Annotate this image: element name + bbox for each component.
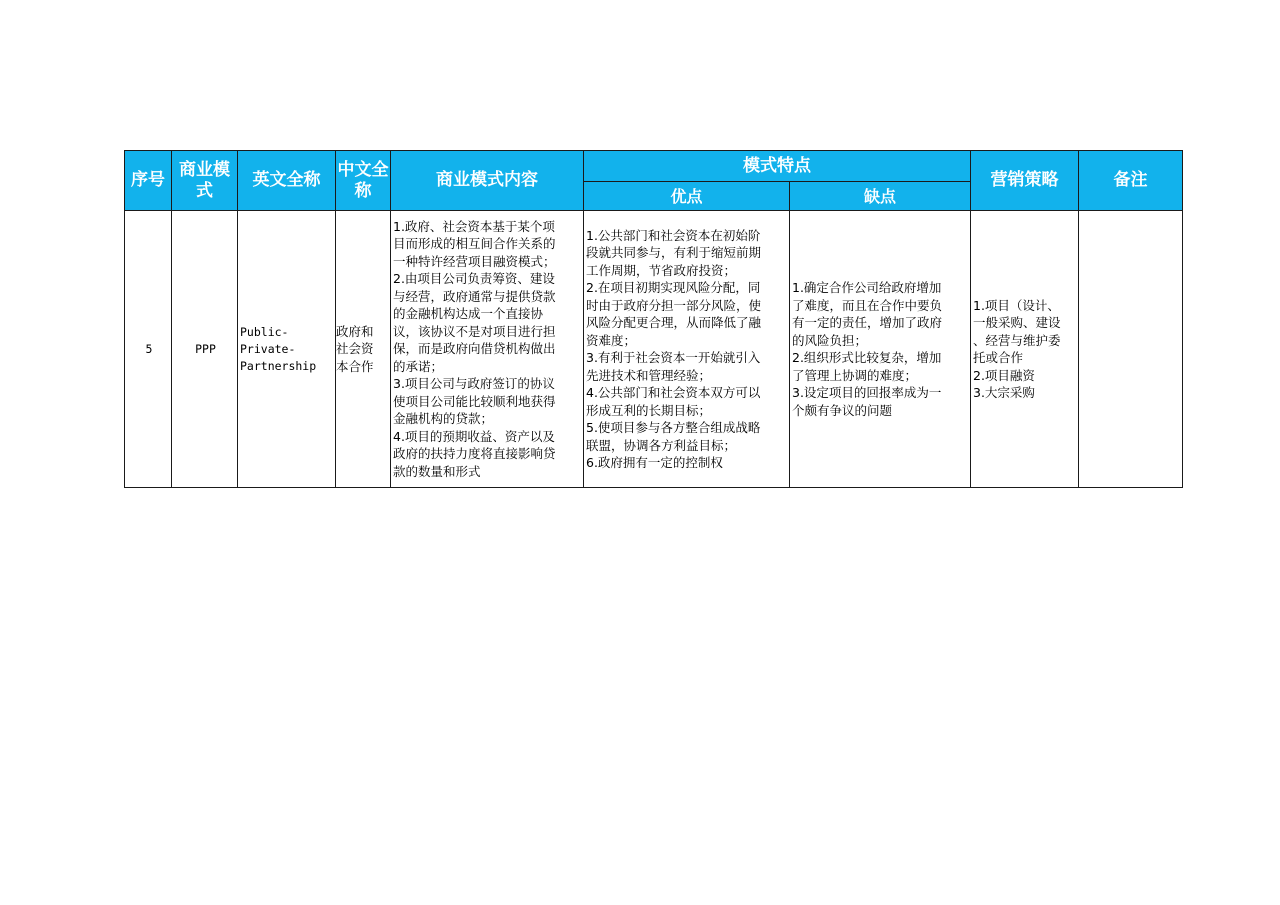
- cell-text-line: 1.公共部门和社会资本在初始阶: [586, 227, 761, 243]
- cell-text-line: 4.项目的预期收益、资产以及: [393, 428, 555, 444]
- cell-text-line: 、经营与维护委: [973, 332, 1061, 348]
- cell-text-line: 目而形成的相互间合作关系的: [393, 236, 556, 252]
- cell-text-line: 有一定的责任，增加了政府: [792, 315, 943, 330]
- cell-text-line: 使项目公司能比较顺利地获得: [393, 393, 556, 409]
- cell-text-line: 2.项目融资: [973, 367, 1035, 383]
- cell-text-line: 了管理上协调的难度；: [792, 367, 918, 383]
- cell-pros: [584, 211, 790, 488]
- header-chinese-name: 中文全称: [336, 151, 391, 211]
- cell-model-content: [391, 211, 584, 488]
- cell-text-line: 款的数量和形式: [393, 463, 481, 479]
- cell-text-line: 本合作: [336, 358, 374, 374]
- header-model-content: 商业模式内容: [391, 151, 584, 211]
- cell-text-line: 2.组织形式比较复杂，增加: [792, 350, 942, 365]
- cell-text-line: Public-: [240, 324, 289, 339]
- cell-text-line: 1.确定合作公司给政府增加: [792, 280, 942, 295]
- cell-chinese-name: [336, 211, 391, 488]
- cell-text-line: 议，该协议不是对项目进行担: [393, 323, 556, 339]
- cell-text-line: 3.大宗采购: [973, 385, 1035, 400]
- cell-text-line: 一种特许经营项目融资模式；: [393, 253, 556, 269]
- cell-text-line: 资难度；: [586, 332, 637, 348]
- cell-text-line: 的风险负担；: [792, 332, 868, 348]
- cell-seq: 5: [125, 211, 172, 488]
- cell-text-line: 2.由项目公司负责筹资、建设: [393, 271, 555, 287]
- cell-text-line: Partnership: [240, 358, 317, 373]
- cell-text-line: 了难度，而且在合作中要负: [792, 297, 943, 313]
- cell-text-line: 5.使项目参与各方整合组成战略: [586, 420, 761, 435]
- cell-text-line: 与经营，政府通常与提供贷款: [393, 288, 556, 304]
- header-cons: 缺点: [790, 182, 971, 211]
- cell-text-line: 联盟，协调各方利益目标；: [586, 437, 737, 453]
- cell-text-line: 时由于政府分担一部分风险，使: [586, 297, 762, 313]
- cell-text-line: 段就共同参与，有利于缩短前期: [586, 245, 762, 260]
- header-marketing-strategy: 营销策略: [971, 151, 1079, 211]
- cell-text-line: 3.项目公司与政府签订的协议: [393, 376, 555, 392]
- cell-text-line: Private-: [240, 341, 296, 356]
- cell-text-line: 1.项目（设计、: [973, 297, 1060, 313]
- cell-text-line: 保，而是政府向借贷机构做出: [393, 341, 556, 357]
- cell-cons: [790, 211, 971, 488]
- cell-text-line: 托或合作: [973, 350, 1024, 365]
- header-pros: 优点: [584, 182, 790, 211]
- cell-text-line: 2.在项目初期实现风险分配，同: [586, 280, 761, 295]
- cell-text-line: 形成互利的长期目标；: [586, 402, 712, 418]
- table-row: [125, 211, 1183, 488]
- cell-text-line: 1.政府、社会资本基于某个项: [393, 218, 555, 234]
- cell-text-line: 4.公共部门和社会资本双方可以: [586, 385, 761, 400]
- cell-text-line: 的金融机构达成一个直接协: [393, 306, 544, 322]
- cell-marketing-strategy: [971, 211, 1079, 488]
- cell-text-line: 社会资: [336, 341, 374, 357]
- cell-text-line: 金融机构的贷款；: [393, 411, 494, 427]
- cell-english-name: [238, 211, 336, 488]
- header-model: 商业模式: [172, 151, 238, 211]
- header-notes: 备注: [1079, 151, 1183, 211]
- cell-notes: [1079, 211, 1183, 488]
- cell-text-line: 工作周期，节省政府投资；: [586, 262, 737, 278]
- header-english-name: 英文全称: [238, 151, 336, 211]
- cell-text-line: 3.有利于社会资本一开始就引入: [586, 350, 761, 365]
- cell-text-line: 6.政府拥有一定的控制权: [586, 455, 723, 470]
- business-model-table: [124, 150, 1183, 488]
- cell-text-line: 个颇有争议的问题: [792, 402, 893, 418]
- cell-text-line: 政府和: [336, 323, 374, 339]
- cell-model: PPP: [172, 211, 238, 488]
- cell-text-line: 的承诺；: [393, 358, 444, 374]
- cell-text-line: 一般采购、建设: [973, 315, 1061, 330]
- header-model-features: 模式特点: [584, 151, 971, 182]
- header-seq: 序号: [125, 151, 172, 211]
- cell-text-line: 先进技术和管理经验；: [586, 367, 712, 383]
- cell-text-line: 政府的扶持力度将直接影响贷: [393, 446, 556, 462]
- cell-text-line: 风险分配更合理，从而降低了融: [586, 315, 762, 330]
- cell-text-line: 3.设定项目的回报率成为一: [792, 385, 942, 400]
